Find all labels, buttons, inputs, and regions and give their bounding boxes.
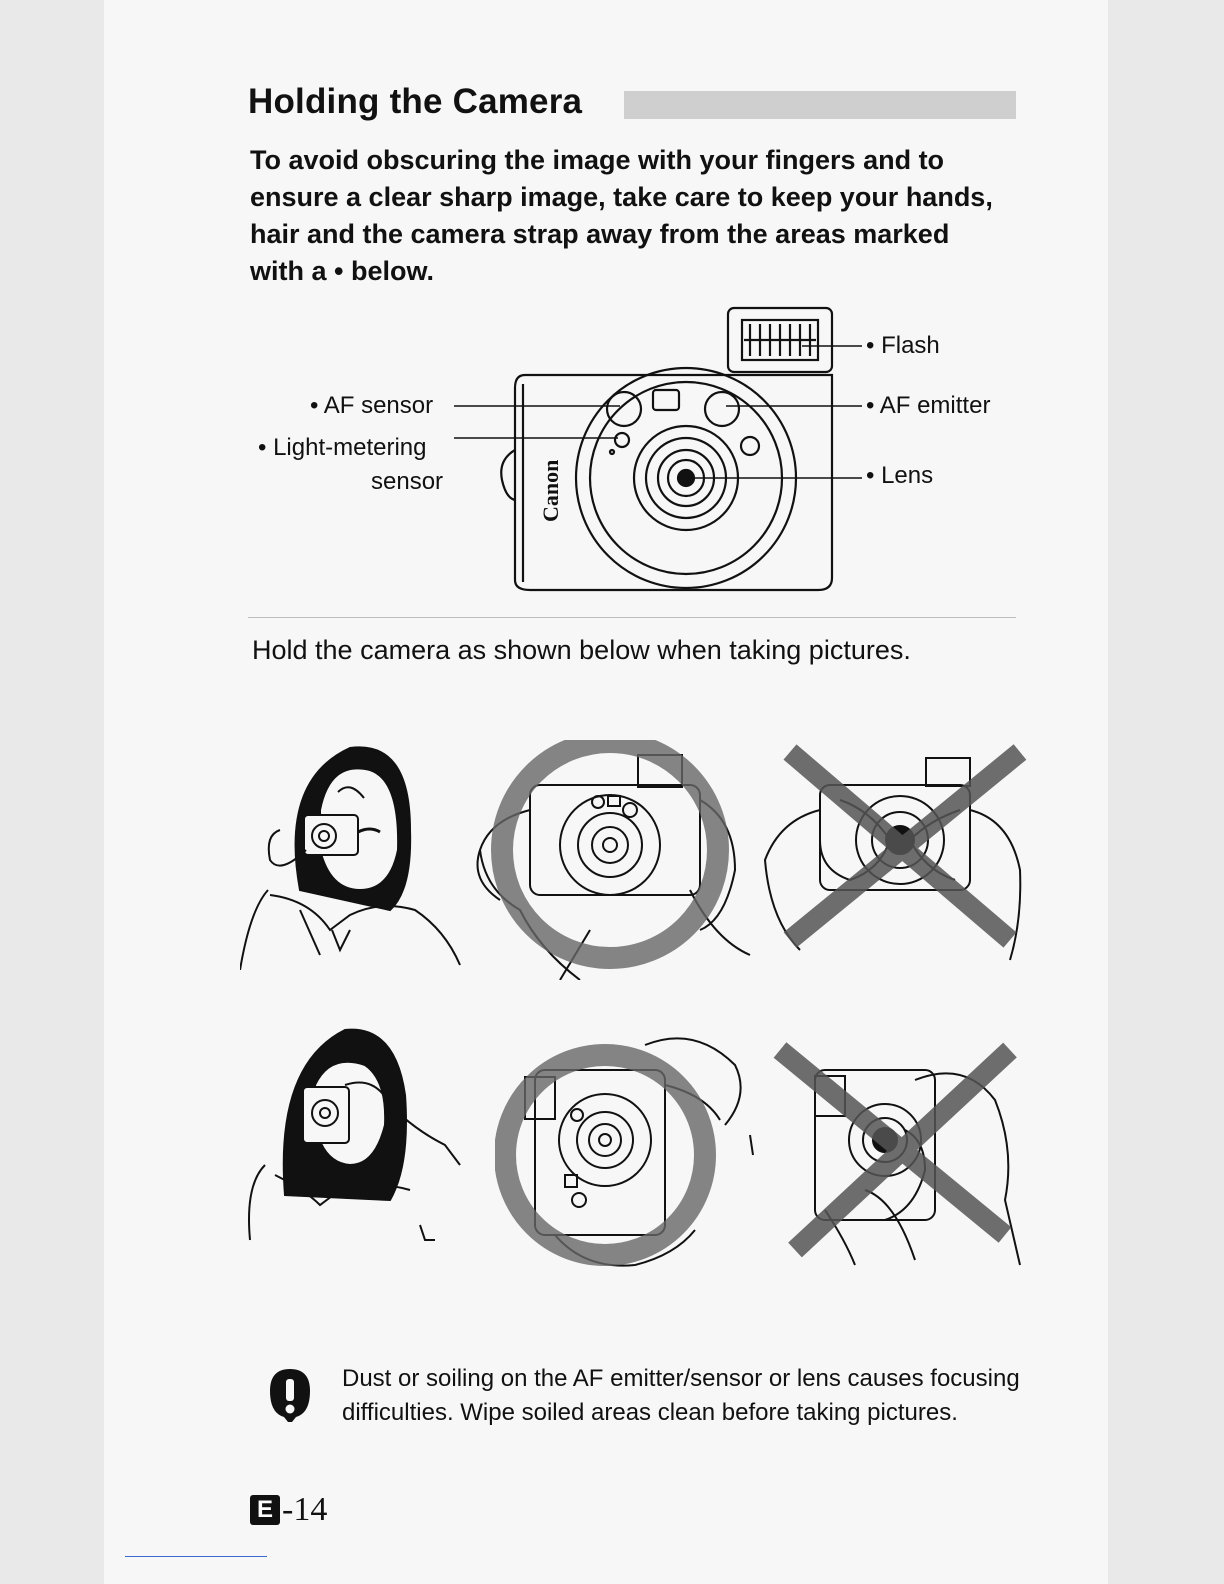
label-light-metering-sensor: sensor [371,468,444,495]
footer-link-underline [125,1556,267,1557]
label-lens: • Lens [866,462,934,489]
label-af-emitter: • AF emitter [866,392,991,419]
page-number [250,1490,327,1530]
brand-logo: Canon [538,459,563,522]
label-af-sensor: • AF sensor [310,392,434,419]
correct-grip-horizontal-illustration [470,740,755,980]
section-title: Holding the Camera [248,82,583,121]
caution-icon [266,1367,314,1423]
label-flash: • Flash [866,332,940,359]
correct-grip-vertical-illustration [495,1025,755,1270]
person-holding-horizontal-illustration [240,740,470,970]
intro-text: To avoid obscuring the image with your fingers and to ensure a clear sharp image, take care to keep your hands, hair and the camera strap away from the areas marked with a • below. [250,145,993,286]
hold-instruction: Hold the camera as shown below when taking pictures. [252,635,911,665]
camera-diagram [240,300,1030,600]
page-prefix-badge: E [250,1495,280,1525]
section-divider [248,617,1016,618]
title-decor-bar [624,91,1016,119]
page-number-value: -14 [282,1491,328,1528]
incorrect-grip-vertical-illustration [765,1040,1025,1270]
caution-note-text: Dust or soiling on the AF emitter/sensor or lens causes focusing difficulties. Wipe soiled areas clean before taking pictures. [342,1365,1020,1426]
label-light-metering: • Light-metering [258,434,427,461]
person-holding-vertical-illustration [245,1025,470,1250]
incorrect-grip-horizontal-illustration [760,740,1030,965]
